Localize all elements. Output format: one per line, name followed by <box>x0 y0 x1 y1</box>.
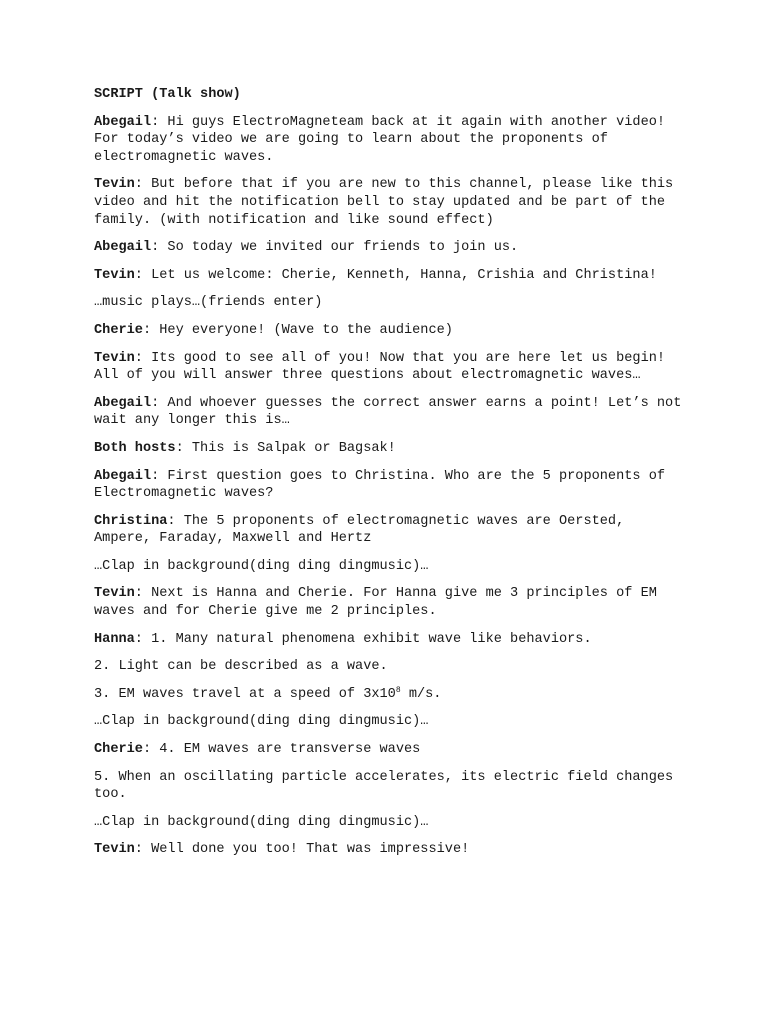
script-line <box>94 239 684 257</box>
line-text: : Hey everyone! (Wave to the audience) <box>142 322 453 338</box>
line-text: …Clap in background(ding ding dingmusic)… <box>94 558 429 574</box>
speaker-name: Abegail <box>94 240 152 256</box>
script-line <box>94 658 684 676</box>
line-text: : Its good to see all of you! Now that you are here let us begin! All of you will answer three questions about electromagnetic waves… <box>94 350 674 384</box>
line-text: : Next is Hanna and Cherie. For Hanna give me 3 principles of EM waves and for Cherie give me 2 principles. <box>94 586 666 620</box>
line-text: : Let us welcome: Cherie, Kenneth, Hanna, Crishia and Christina! <box>134 267 657 283</box>
speaker-name: Hanna <box>94 631 135 647</box>
superscript-exponent: 8 <box>395 685 401 695</box>
line-text: 5. When an oscillating particle accelerates, its electric field changes too. <box>94 769 682 803</box>
line-text: : First question goes to Christina. Who are the 5 proponents of Electromagnetic waves? <box>94 468 674 502</box>
line-text: : 4. EM waves are transverse waves <box>142 742 421 758</box>
script-line <box>94 686 684 704</box>
script-lines <box>94 114 690 859</box>
line-text: 2. Light can be described as a wave. <box>94 659 388 675</box>
script-line <box>94 395 690 430</box>
speaker-name: Tevin <box>94 177 135 193</box>
script-title: SCRIPT (Talk show) <box>94 87 241 102</box>
line-text: : Well done you too! That was impressive! <box>134 842 470 858</box>
script-line <box>94 294 684 312</box>
script-line <box>94 513 684 548</box>
line-text: : 1. Many natural phenomena exhibit wave like behaviors. <box>134 631 592 647</box>
speaker-name: Abegail <box>94 395 152 411</box>
script-line <box>94 322 684 340</box>
line-text: : So today we invited our friends to join us. <box>151 240 519 256</box>
line-text: : This is Salpak or Bagsak! <box>175 440 396 456</box>
script-line <box>94 585 684 620</box>
line-text: …Clap in background(ding ding dingmusic)… <box>94 714 429 730</box>
speaker-name: Cherie <box>94 322 143 338</box>
script-line <box>94 114 684 167</box>
script-line <box>94 558 684 576</box>
speaker-name: Abegail <box>94 114 152 130</box>
speaker-name: Christina <box>94 513 168 529</box>
script-line <box>94 468 684 503</box>
script-line <box>94 841 684 859</box>
speaker-name: Tevin <box>94 350 135 366</box>
script-line <box>94 631 684 649</box>
line-text: : The 5 proponents of electromagnetic waves are Oersted, Ampere, Faraday, Maxwell and Hertz <box>94 513 633 547</box>
line-text: : And whoever guesses the correct answer earns a point! Let’s not wait any longer this is… <box>94 395 690 429</box>
script-line <box>94 440 684 458</box>
line-text: 3. EM waves travel at a speed of 3x10 <box>94 686 396 702</box>
script-line <box>94 350 684 385</box>
script-line <box>94 176 684 229</box>
script-page <box>94 86 690 869</box>
speaker-name: Tevin <box>94 842 135 858</box>
speaker-name: Tevin <box>94 586 135 602</box>
line-text: : Hi guys ElectroMagneteam back at it again with another video! For today’s video we are going to learn about the proponents of electromagnetic waves. <box>94 114 674 165</box>
speaker-name: Cherie <box>94 742 143 758</box>
line-text: : But before that if you are new to this channel, please like this video and hit the notification bell to stay updated and be part of the family. (with notification and like sound effect) <box>94 177 682 228</box>
script-line <box>94 713 684 731</box>
line-text: …Clap in background(ding ding dingmusic)… <box>94 814 429 830</box>
speaker-name: Tevin <box>94 267 135 283</box>
speaker-name: Both hosts <box>94 440 176 456</box>
script-line <box>94 267 684 285</box>
line-text-after: m/s. <box>400 686 442 702</box>
script-line <box>94 814 684 832</box>
script-line <box>94 741 684 759</box>
line-text: …music plays…(friends enter) <box>94 295 323 311</box>
script-line <box>94 769 684 804</box>
speaker-name: Abegail <box>94 468 152 484</box>
